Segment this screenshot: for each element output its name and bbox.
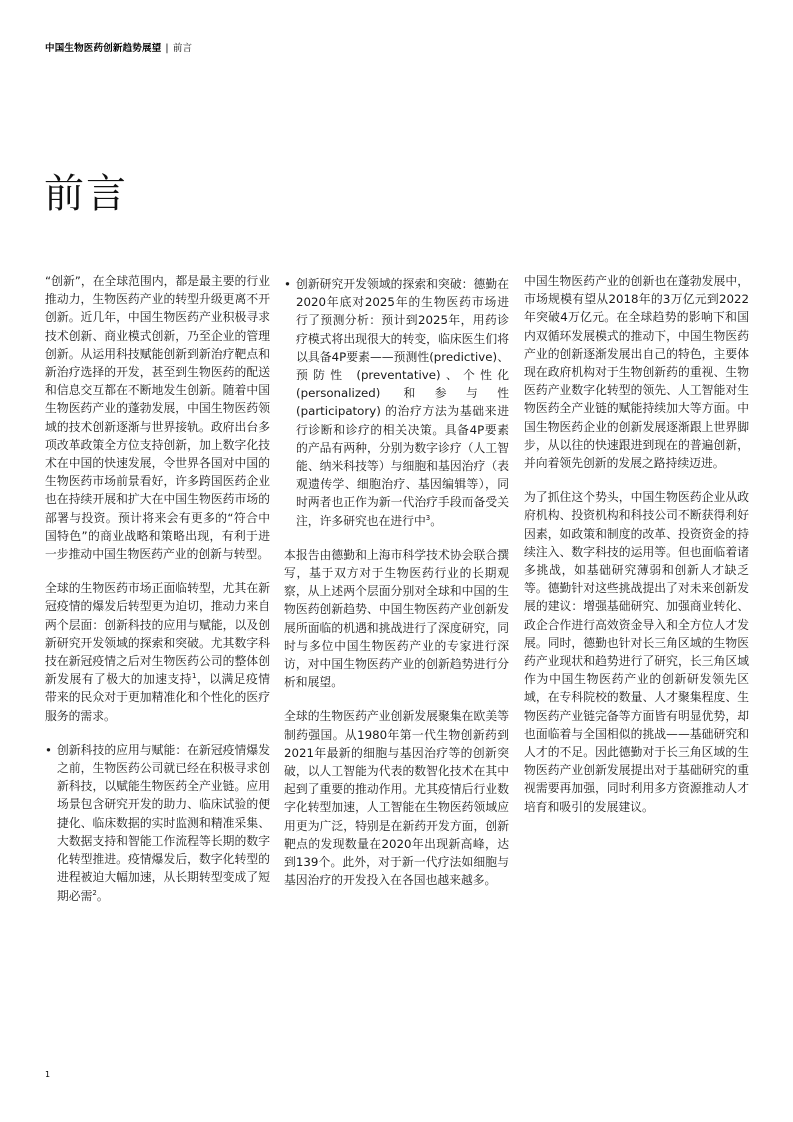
text-column-3 bbox=[524, 272, 749, 832]
paragraph bbox=[45, 579, 270, 725]
list-item bbox=[45, 741, 270, 905]
list-item-text: 创新科技的应用与赋能：在新冠疫情爆发之前，生物医药公司就已经在积极寻求创新科技，以赋能生物医药全产业链。应用场景包含研究开发的助力、临床试验的便捷化、临床数据的实时监测和精准采集、大数据支持和智能工作流程等长期的数字化转型推进。疫情爆发后，数字化转型的进程被迫大幅加速，从长期转型变成了短期必需 bbox=[57, 742, 270, 903]
bullet-icon: • bbox=[284, 277, 291, 291]
list-item-text: 。 bbox=[96, 888, 109, 903]
bullet-list bbox=[45, 741, 270, 905]
text-column-2 bbox=[284, 275, 509, 906]
paragraph: 为了抓住这个势头，中国生物医药企业从政府机构、投资机构和科技公司不断获得利好因素，如政策和制度的改革、投资资金的持续注入、数字科技的运用等。但也面临着诸多挑战，如基础研究薄弱和创新人才缺乏等。德勤针对这些挑战提出了对未来创新发展的建议：增强基础研究、加强商业转化、政企合作进行高效资金导入和全方位人才发展。同时，德勤也针对长三角区域的生物医药产业现状和趋势进行了研究，长三角区域作为中国生物医药产业的创新研发领先区域，在专科院校的数量、人才聚集程度、生物医药产业链完备等方面皆有明显优势，却也面临着与全国相似的挑战——基础研究和人才的不足。因此德勤对于长三角区域的生物医药产业创新发展提出对于基础研究的重视需要再加强，同时利用多方资源推动人才培育和吸引的发展建议。 bbox=[524, 490, 749, 814]
header-section: 前言 bbox=[172, 43, 193, 54]
bullet-icon: • bbox=[45, 742, 52, 757]
footnote-ref: 3 bbox=[425, 513, 431, 522]
list-item-text: 创新研究开发领域的探索和突破：德勤在2020年底对2025年的生物医药市场进行了预测分析：预计到2025年，用药诊疗模式将出现很大的转变，临床医生们将以具备4P要素——预测性(predictive)、预防性 (preventative)、个性化 (personalized) 和参与性 (participatory) 的治疗方法为基础来进行诊断和诊疗的相关决策。具备4P要素的产品有两种，分别为数字诊疗（人工智能、纳米科技等）与细胞和基因治疗（表观遗传学、细胞治疗、基因编辑等），同时两者也正作为新一代治疗手段而备受关注，许多研究也在进行中 bbox=[296, 277, 509, 528]
list-item-text: 。 bbox=[430, 513, 443, 528]
page-title: 前言 bbox=[44, 171, 128, 217]
text-column-1 bbox=[45, 272, 270, 921]
running-header bbox=[45, 40, 192, 54]
list-item bbox=[284, 275, 509, 530]
paragraph: 全球的生物医药产业创新发展聚集在欧美等制药强国。从1980年第一代生物创新药到2021年最新的细胞与基因治疗等的创新突破，以人工智能为代表的数智化技术在其中起到了重要的推动作用。尤其疫情后行业数字化转型加速，人工智能在生物医药领域应用更为广泛，特别是在新药开发方面，创新靶点的发现数量在2020年出现新高峰，达到139个。此外，对于新一代疗法如细胞与基因治疗的开发投入在各国也越来越多。 bbox=[284, 709, 509, 888]
bullet-list bbox=[284, 275, 509, 530]
paragraph-text: ，以满足疫情带来的民众对于更加精准化和个性化的医疗服务的需求。 bbox=[45, 672, 270, 723]
paragraph-text: 全球的生物医药市场正面临转型，尤其在新冠疫情的爆发后转型更为迫切，推动力来自两个层面：创新科技的应用与赋能，以及创新研究开发领域的探索和突破。尤其数字科技在新冠疫情之后对生物医药公司的整体创新发展有了极大的加速支持 bbox=[45, 581, 270, 687]
header-separator: | bbox=[165, 43, 169, 54]
header-doc-title: 中国生物医药创新趋势展望 bbox=[45, 43, 162, 54]
paragraph: 中国生物医药产业的创新也在蓬勃发展中，市场规模有望从2018年的3万亿元到2022年突破4万亿元。在全球趋势的影响下和国内双循环发展模式的推动下，中国生物医药产业的创新逐渐发展出自己的特色，主要体现在政府机构对于生物创新药的重视、生物医药产业数字化转型的领先、人工智能对生物医药全产业链的赋能持续加大等方面。中国生物医药企业的创新发展逐渐跟上世界脚步，从以往的快速跟进到现在的普遍创新，并向着领先创新的发展之路持续迈进。 bbox=[524, 274, 749, 471]
paragraph: 本报告由德勤和上海市科学技术协会联合撰写，基于双方对于生物医药行业的长期观察，从上述两个层面分别对全球和中国的生物医药创新趋势、中国生物医药产业创新发展所面临的机遇和挑战进行了深度研究，同时与多位中国生物医药产业的专家进行深访，对中国生物医药产业的创新趋势进行分析和展望。 bbox=[284, 547, 509, 690]
footnote-ref: 2 bbox=[92, 888, 97, 897]
paragraph: “创新”，在全球范围内，都是最主要的行业推动力，生物医药产业的转型升级更离不开创新。近几年，中国生物医药产业积极寻求技术创新、商业模式创新，乃至企业的管理创新。从运用科技赋能创新到新治疗靶点和新治疗选择的开发，甚至到生物医药的配送和信息交互都在不断地发生创新。随着中国生物医药产业的蓬勃发展，中国生物医药领域的技术创新逐渐与世界接轨。政府出台多项改革政策全方位支持创新，加上数字化技术在中国的快速发展，令世界各国对中国的生物医药市场前景看好，许多跨国医药企业也在持续开展和扩大在中国生物医药市场的部署与投资。预计将来会有更多的“符合中国特色”的商业战略和策略出现，有利于进一步推动中国生物医药产业的创新与转型。 bbox=[45, 274, 270, 562]
footnote-ref: 1 bbox=[192, 672, 197, 681]
page-number: 1 bbox=[45, 1070, 51, 1079]
